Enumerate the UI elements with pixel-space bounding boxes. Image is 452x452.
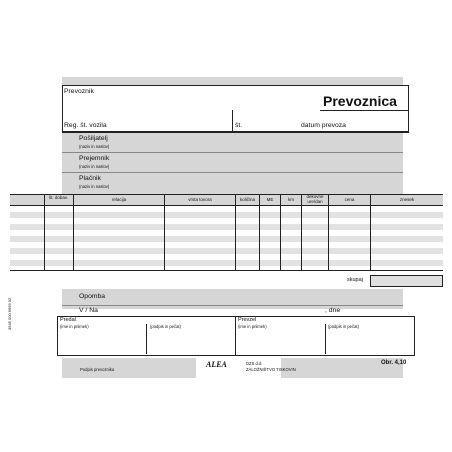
- col-sep: [328, 194, 329, 270]
- recipient-sub: (naziv in naslov): [79, 164, 110, 169]
- col-sep: [280, 194, 281, 270]
- brand-logo: ALEA: [206, 360, 227, 369]
- table-rows-stripes: [10, 206, 443, 270]
- number-label: št.: [235, 122, 243, 129]
- carrier-box-divider: [232, 110, 233, 132]
- publisher-code: DZS d.d.: [246, 361, 263, 366]
- gray-panel-top: [62, 77, 403, 85]
- reg-label: Reg. št. vozila: [64, 122, 107, 129]
- party-line-2: [62, 172, 403, 173]
- col-sep: [44, 194, 45, 270]
- received-sign: (podpis in pečat): [328, 324, 359, 329]
- handed-sign: (podpis in pečat): [150, 324, 181, 329]
- received-label: Prevzel: [238, 317, 257, 323]
- col-sep: [301, 194, 302, 270]
- col-header-unit: ME: [266, 197, 274, 202]
- gray-panel-note: [62, 289, 403, 309]
- col-header-km: km: [288, 197, 294, 202]
- party-line-1: [62, 152, 403, 153]
- sender-sub: (naziv in naslov): [79, 144, 110, 149]
- sig-tick: [325, 324, 326, 354]
- signature-box: [57, 316, 415, 356]
- col-header-amount: znesek: [399, 197, 415, 202]
- col-sep: [164, 194, 165, 270]
- payer-sub: (naziv in naslov): [79, 184, 110, 189]
- handed-label: Predal: [60, 317, 76, 323]
- side-code: 3945 000 6999 02: [7, 297, 12, 330]
- col-sep: [235, 194, 236, 270]
- col-header-delivery: št. dobav.: [48, 195, 69, 200]
- form-code: Obr. 4,10: [381, 360, 407, 366]
- gray-panel-parties: [62, 133, 403, 194]
- total-label: skupaj: [347, 277, 363, 283]
- col-header-quantity: količina: [239, 197, 255, 202]
- carrier-box-inner-line: [320, 110, 409, 111]
- payer-label: Plačnik: [79, 175, 101, 182]
- sig-tick: [146, 324, 147, 354]
- recipient-label: Prejemnik: [79, 155, 110, 162]
- form-title: Prevoznica: [323, 93, 397, 109]
- sender-label: Pošiljatelj: [79, 135, 108, 142]
- received-sub: (ime in priimek): [238, 324, 267, 329]
- publisher-name: ZALOŽNIŠTVO TISKOVIN: [246, 367, 296, 372]
- note-label: Opomba: [79, 293, 106, 300]
- place-date-label: , dne: [325, 307, 341, 314]
- driver-signature-label: Podpis prevoznika: [80, 367, 115, 372]
- note-line: [62, 305, 403, 306]
- col-header-hours: dekovne ure/dan: [306, 194, 324, 204]
- col-header-cargo: vrsta tovora: [188, 197, 212, 202]
- col-header-price: cena: [344, 197, 355, 202]
- signature-divider: [235, 316, 236, 356]
- place-label: V / Na: [79, 307, 98, 314]
- handed-sub: (ime in priimek): [60, 324, 89, 329]
- col-sep: [259, 194, 260, 270]
- col-header-route: relacija: [111, 197, 127, 202]
- reg-row-line: [62, 131, 409, 132]
- carrier-label: Prevoznik: [64, 88, 94, 95]
- date-label: datum prevoza: [301, 122, 346, 129]
- col-sep: [73, 194, 74, 270]
- total-box: [370, 275, 443, 287]
- col-sep: [370, 194, 371, 270]
